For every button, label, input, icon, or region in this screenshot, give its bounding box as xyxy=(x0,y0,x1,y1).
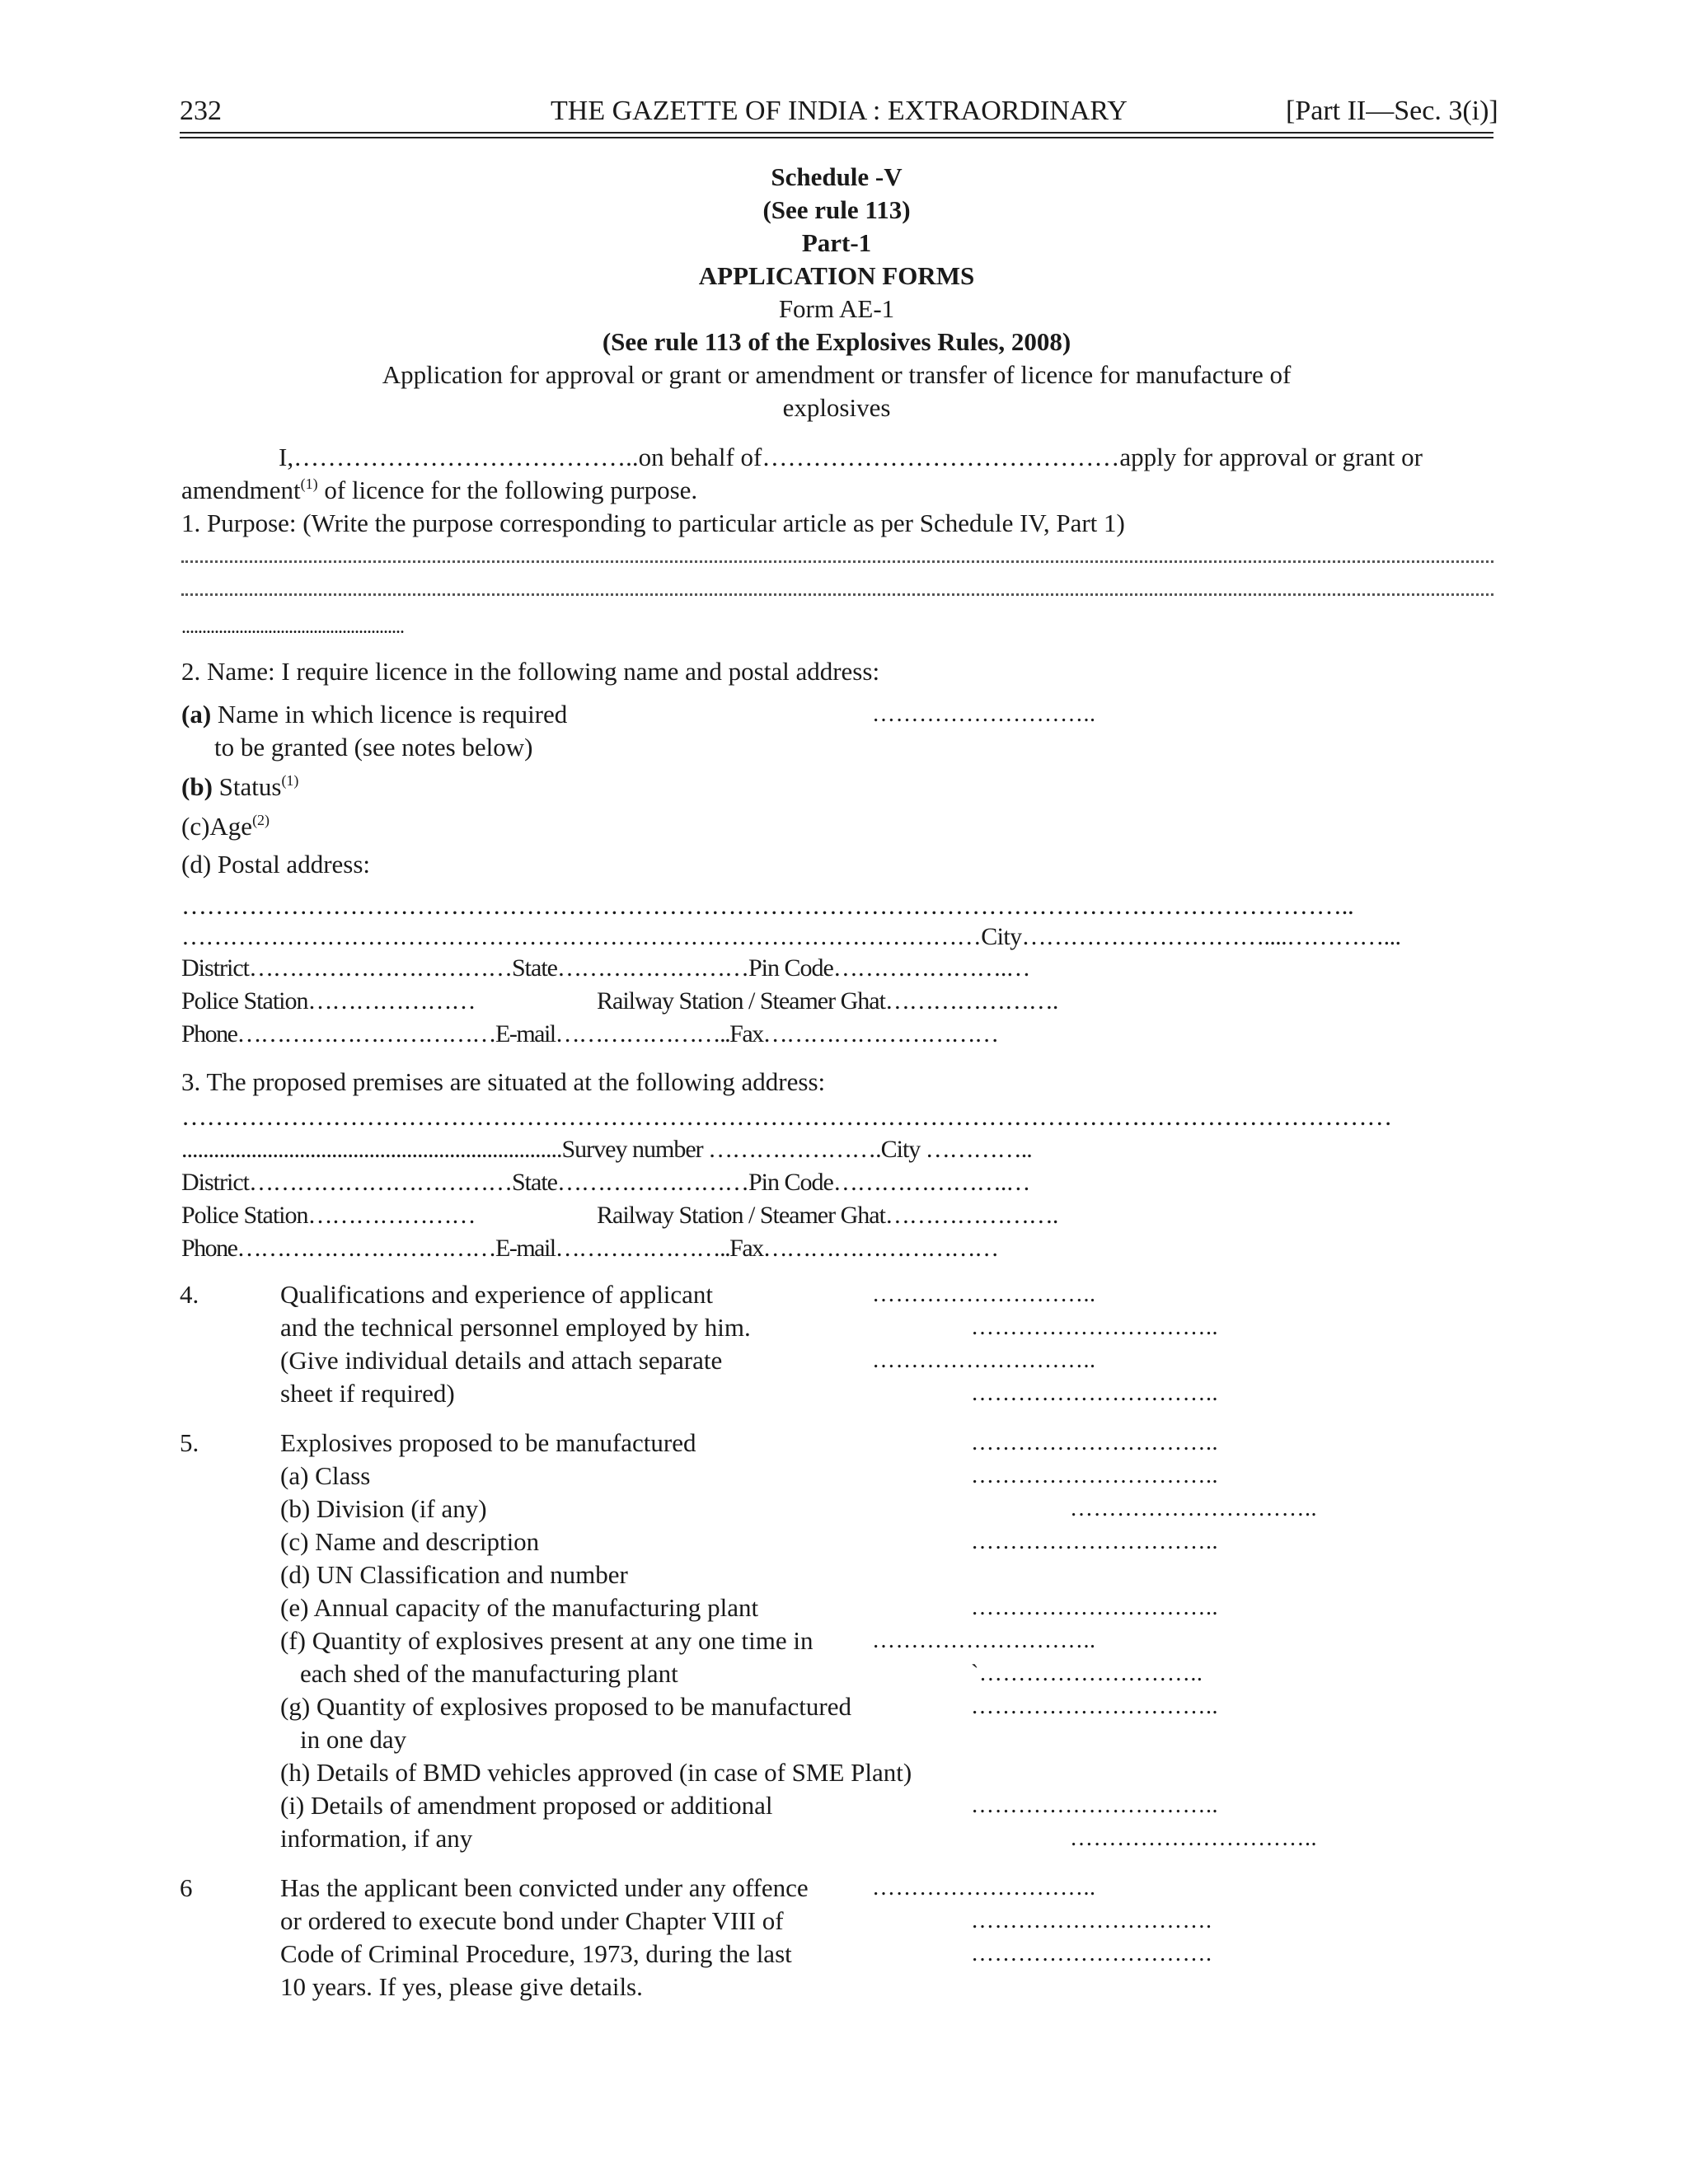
name-section-label: 2. Name: I require licence in the following name and postal address: xyxy=(181,657,880,686)
footnote-marker: (1) xyxy=(300,476,318,492)
conviction-field[interactable]: ……………………….. xyxy=(872,1875,1096,1900)
quantity-present-field[interactable]: `……………………….. xyxy=(971,1661,1203,1686)
purpose-fill-line[interactable] xyxy=(181,593,1493,596)
quantity-per-day-field[interactable]: ………………………….. xyxy=(971,1694,1218,1719)
header-rule xyxy=(180,132,1493,134)
item5-field[interactable]: ………………………….. xyxy=(971,1430,1218,1455)
gazette-title: THE GAZETTE OF INDIA : EXTRAORDINARY xyxy=(551,96,1128,126)
item-2b xyxy=(181,771,298,803)
form-number: Form AE-1 xyxy=(778,294,895,323)
item-2a-text2: to be granted (see notes below) xyxy=(214,733,533,762)
item5-name-description: (c) Name and description xyxy=(280,1527,540,1556)
intro-line2-rest: of licence for the following purpose. xyxy=(317,476,698,504)
item5-un-classification: (d) UN Classification and number xyxy=(280,1560,628,1589)
item-2b-text: Status xyxy=(212,772,282,801)
item5-quantity-per-day-2: in one day xyxy=(300,1725,407,1754)
form-subject-line2: explosives xyxy=(782,393,891,422)
item4-field[interactable]: ………………………….. xyxy=(971,1380,1218,1406)
part-section: [Part II—Sec. 3(i)] xyxy=(1286,96,1498,126)
quantity-present-field[interactable]: ……………………….. xyxy=(872,1628,1096,1653)
intro-line2 xyxy=(181,475,697,506)
postal-address-line2[interactable]: ………………………………………………………………………………………City…………………………....…………... xyxy=(181,923,1401,950)
footnote-marker: (2) xyxy=(252,812,270,828)
premises-survey-line[interactable]: .......................................................................Survey number ………………….City ………….. xyxy=(181,1136,1032,1163)
item-2b-letter: (b) xyxy=(181,772,213,801)
intro-line1: I,…………………………………..on behalf of……………………………………apply for approval or grant or xyxy=(279,443,1423,471)
schedule-heading: Schedule -V xyxy=(771,162,903,191)
division-field[interactable]: ………………………….. xyxy=(1070,1496,1317,1521)
item4-line3: (Give individual details and attach separate xyxy=(280,1346,723,1375)
amendment-field[interactable]: ………………………….. xyxy=(971,1793,1218,1818)
annual-capacity-field[interactable]: ………………………….. xyxy=(971,1595,1218,1620)
item5-division: (b) Division (if any) xyxy=(280,1494,487,1523)
premises-railway-station[interactable]: Railway Station / Steamer Ghat…………………. xyxy=(597,1202,1058,1229)
item6-line1: Has the applicant been convicted under any offence xyxy=(280,1873,809,1902)
item5-quantity-present-2: each shed of the manufacturing plant xyxy=(300,1659,678,1688)
premises-phone-line[interactable]: Phone……………………………E-mail…………………..Fax………………………… xyxy=(181,1235,998,1262)
purpose-fill-line[interactable]: ...................................................... xyxy=(181,616,404,638)
purpose-fill-line[interactable] xyxy=(181,560,1493,563)
amendment-field[interactable]: ………………………….. xyxy=(1070,1825,1317,1851)
item6-line4: 10 years. If yes, please give details. xyxy=(280,1972,643,2001)
premises-section-label: 3. The proposed premises are situated at the following address: xyxy=(181,1067,826,1096)
item-2a-text: Name in which licence is required xyxy=(211,700,568,729)
item6-number: 6 xyxy=(180,1873,193,1902)
item-2c xyxy=(181,811,270,842)
conviction-field[interactable]: …………………………. xyxy=(971,1908,1212,1933)
item5-amendment: (i) Details of amendment proposed or additional xyxy=(280,1791,773,1820)
purpose-label: 1. Purpose: (Write the purpose corresponding to particular article as per Schedule IV, Part 1) xyxy=(181,509,1125,537)
item-2a xyxy=(181,699,567,730)
item4-field[interactable]: ……………………….. xyxy=(872,1282,1096,1307)
item-2a-letter: (a) xyxy=(181,700,212,729)
item6-line3: Code of Criminal Procedure, 1973, during the last xyxy=(280,1939,792,1968)
postal-address-line1[interactable]: ………………………………………………………………………………………………………………………….. xyxy=(181,891,1354,920)
item4-field[interactable]: ……………………….. xyxy=(872,1347,1096,1373)
page-number: 232 xyxy=(180,96,222,126)
conviction-field[interactable]: …………………………. xyxy=(971,1941,1212,1966)
intro-amendment: amendment xyxy=(181,476,301,504)
item6-line2: or ordered to execute bond under Chapter VIII of xyxy=(280,1906,784,1935)
item5-class: (a) Class xyxy=(280,1461,371,1490)
item4-field[interactable]: ………………………….. xyxy=(971,1315,1218,1340)
form-subject-line1: Application for approval or grant or amendment or transfer of licence for manufacture of xyxy=(382,360,1292,389)
item-2c-text: (c)Age xyxy=(181,812,253,841)
item-2d: (d) Postal address: xyxy=(181,850,371,879)
premises-address-line1[interactable]: ……………………………………………………………………………………………………………………………… xyxy=(181,1102,1392,1131)
see-rule-explosives: (See rule 113 of the Explosives Rules, 2008) xyxy=(602,327,1071,356)
item4-line1: Qualifications and experience of applicant xyxy=(280,1280,714,1309)
part-heading: Part-1 xyxy=(801,228,872,257)
licence-name-field[interactable]: ……………………….. xyxy=(872,701,1096,727)
header-rule xyxy=(180,137,1493,138)
postal-police-station[interactable]: Police Station………………… xyxy=(181,987,476,1015)
footnote-marker: (1) xyxy=(281,772,299,789)
item5-line0: Explosives proposed to be manufactured xyxy=(280,1428,696,1457)
item5-number: 5. xyxy=(180,1428,199,1457)
postal-railway-station[interactable]: Railway Station / Steamer Ghat…………………. xyxy=(597,987,1058,1015)
item4-line4: sheet if required) xyxy=(280,1379,455,1408)
item5-quantity-present: (f) Quantity of explosives present at any one time in xyxy=(280,1626,814,1655)
item5-amendment-2: information, if any xyxy=(280,1824,473,1853)
see-rule-heading: (See rule 113) xyxy=(762,195,911,224)
postal-phone-line[interactable]: Phone……………………………E-mail…………………..Fax………………………… xyxy=(181,1020,998,1047)
item4-line2: and the technical personnel employed by him. xyxy=(280,1313,751,1342)
item4-number: 4. xyxy=(180,1280,199,1309)
postal-district-line[interactable]: District……………………………State……………………Pin Code………………….… xyxy=(181,954,1030,982)
premises-police-station[interactable]: Police Station………………… xyxy=(181,1202,476,1229)
item5-bmd-vehicles: (h) Details of BMD vehicles approved (in case of SME Plant) xyxy=(280,1758,912,1787)
application-forms-heading: APPLICATION FORMS xyxy=(698,261,975,290)
class-field[interactable]: ………………………….. xyxy=(971,1463,1218,1488)
item5-annual-capacity: (e) Annual capacity of the manufacturing plant xyxy=(280,1593,759,1622)
premises-district-line[interactable]: District……………………………State……………………Pin Code………………….… xyxy=(181,1169,1030,1196)
name-description-field[interactable]: ………………………….. xyxy=(971,1529,1218,1554)
item5-quantity-per-day: (g) Quantity of explosives proposed to be manufactured xyxy=(280,1692,852,1721)
